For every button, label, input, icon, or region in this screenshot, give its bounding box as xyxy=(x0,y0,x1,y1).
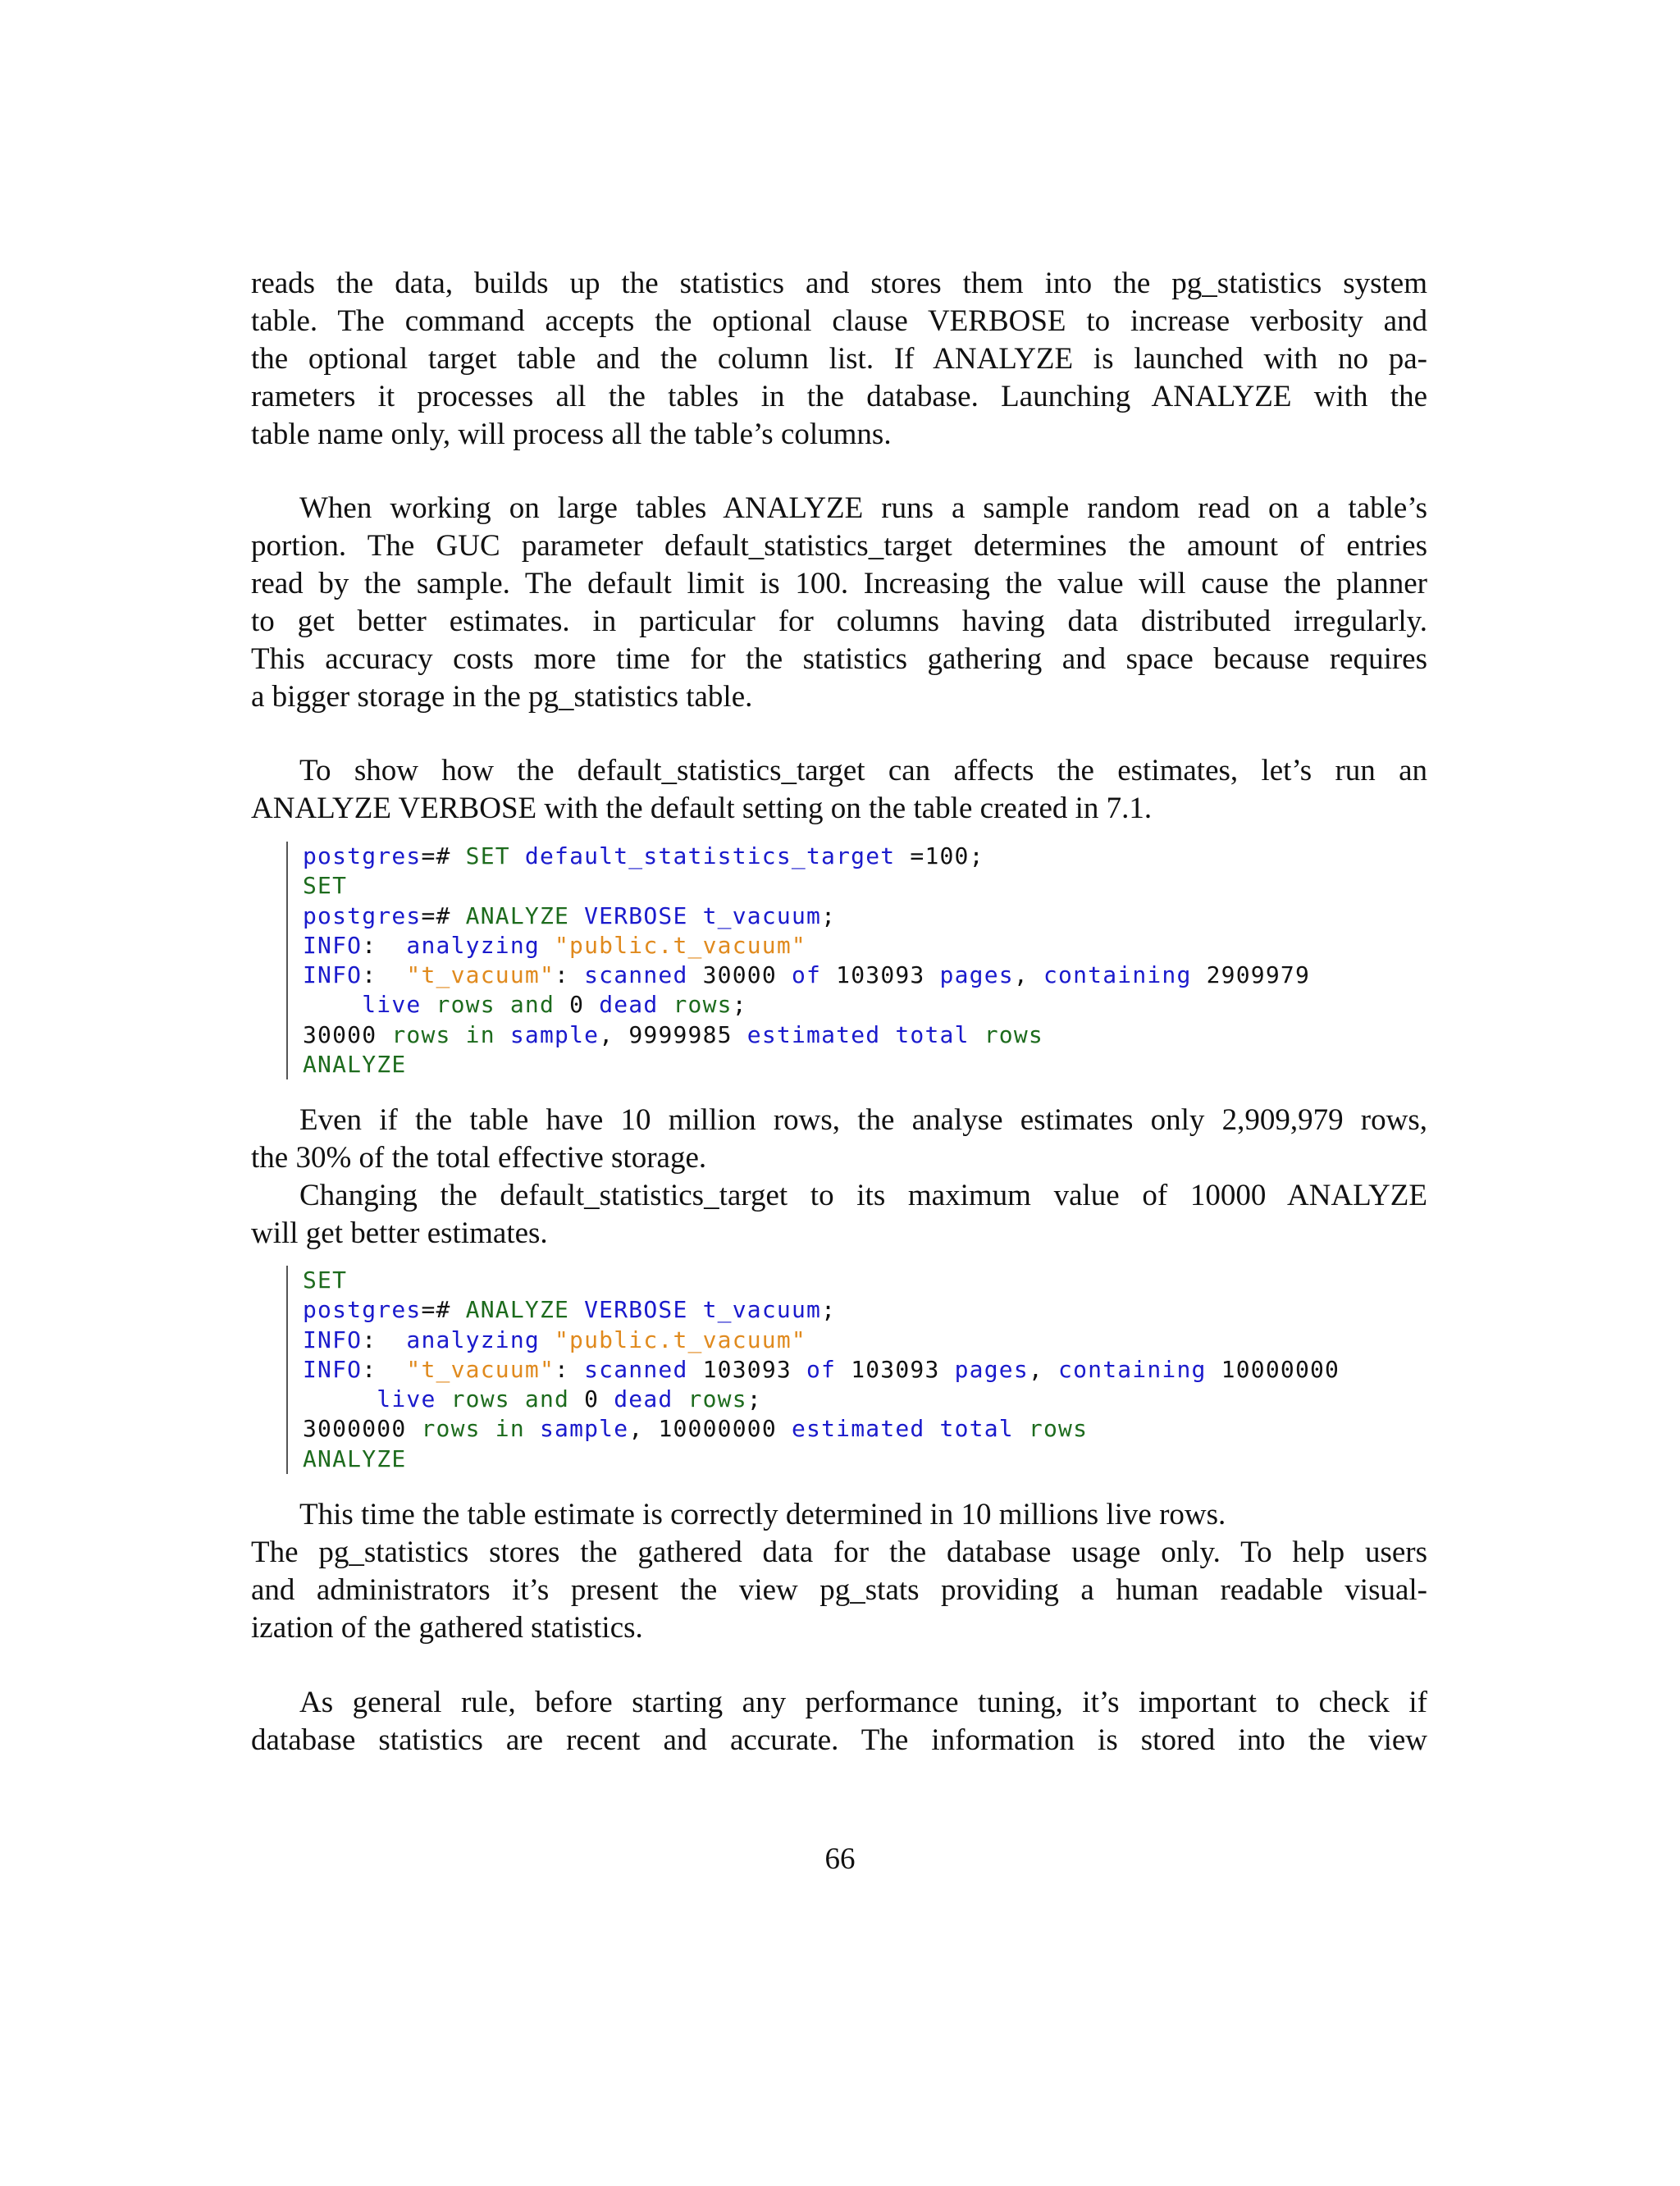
code-token: 0 xyxy=(584,1385,614,1413)
text-line: ization of the gathered statistics. xyxy=(251,1611,643,1645)
code-line xyxy=(303,1444,1468,1474)
code-token: sample xyxy=(509,1020,600,1048)
code-token: t_vacuum xyxy=(702,901,822,929)
code-token: : xyxy=(555,1355,585,1383)
text-line: will get better estimates. xyxy=(251,1216,548,1250)
code-line xyxy=(303,1295,1468,1325)
code-token: rows xyxy=(421,1415,495,1443)
code-token: "t_vacuum" xyxy=(406,961,555,989)
code-block-max-target xyxy=(286,1266,1468,1474)
code-token: =# xyxy=(421,901,466,929)
paragraph-changing-target xyxy=(251,1177,1427,1253)
code-token: dead xyxy=(599,991,673,1019)
code-token: "public.t_vacuum" xyxy=(555,1326,806,1353)
code-token: rows xyxy=(436,991,510,1019)
code-token: ANALYZE xyxy=(303,1051,407,1079)
text-line: As general rule, before starting any performance tuning, it’s important to check if xyxy=(299,1686,1427,1719)
code-token: rows xyxy=(673,991,733,1019)
code-token: : xyxy=(362,961,407,989)
code-token: rows xyxy=(687,1385,747,1413)
code-token: in xyxy=(495,1415,540,1443)
code-token: , xyxy=(1013,961,1043,989)
code-line xyxy=(303,990,1468,1020)
text-line: This time the table estimate is correctly determined in 10 millions live rows. xyxy=(299,1498,1226,1531)
code-token: ANALYZE xyxy=(303,1444,407,1472)
code-token: analyzing xyxy=(406,1326,555,1353)
code-token: ; xyxy=(821,901,837,929)
code-token: 3000000 xyxy=(303,1415,422,1443)
code-line xyxy=(303,931,1468,961)
paragraph-large-tables xyxy=(251,490,1427,716)
code-token: ; xyxy=(746,1385,762,1413)
text-line: To show how the default_statistics_target can affects the estimates, let’s run an xyxy=(299,754,1427,787)
code-line xyxy=(303,901,1468,931)
code-token: scanned xyxy=(584,961,703,989)
code-token: 30000 xyxy=(702,961,792,989)
paragraph-estimate-result xyxy=(251,1102,1427,1177)
code-token: 103093 xyxy=(836,961,940,989)
code-token: live xyxy=(362,991,436,1019)
code-token: postgres xyxy=(303,1296,422,1324)
text-line: portion. The GUC parameter default_statistics_target determines the amount of entries xyxy=(251,529,1427,563)
code-token: dead xyxy=(614,1385,688,1413)
code-token: estimated xyxy=(791,1415,940,1443)
code-token: SET xyxy=(303,872,348,900)
code-token: rows xyxy=(984,1020,1043,1048)
code-token: default_statistics_target xyxy=(524,842,896,869)
code-token: live xyxy=(377,1385,451,1413)
code-token: VERBOSE xyxy=(584,1296,703,1324)
code-line xyxy=(303,871,1468,901)
code-token: , xyxy=(628,1415,659,1443)
paragraph-general-rule xyxy=(251,1684,1427,1759)
code-token: in xyxy=(465,1020,510,1048)
code-token: 103093 xyxy=(851,1355,955,1383)
text-line: ANALYZE VERBOSE with the default setting on the table created in 7.1. xyxy=(251,792,1153,825)
code-token: and xyxy=(524,1385,585,1413)
paragraph-analyze-description xyxy=(251,265,1427,454)
code-token: INFO xyxy=(303,1355,363,1383)
code-token: sample xyxy=(539,1415,629,1443)
code-line xyxy=(303,1020,1468,1050)
code-token: : xyxy=(362,1355,407,1383)
code-block-default-target xyxy=(286,842,1468,1079)
code-token xyxy=(303,991,362,1018)
text-line: the optional target table and the column list. If ANALYZE is launched with no pa- xyxy=(251,342,1427,376)
code-token: , xyxy=(1028,1355,1059,1383)
code-line xyxy=(303,1414,1468,1444)
code-token: =100; xyxy=(895,842,984,869)
code-token: total xyxy=(895,1020,984,1048)
code-token: of xyxy=(806,1355,851,1383)
text-line: to get better estimates. in particular for columns having data distributed irregularly. xyxy=(251,605,1427,638)
text-line: The pg_statistics stores the gathered data for the database usage only. To help users xyxy=(251,1536,1427,1569)
code-token: postgres xyxy=(303,901,422,929)
text-line: database statistics are recent and accurate. The information is stored into the view xyxy=(251,1723,1427,1757)
text-line: reads the data, builds up the statistics and stores them into the pg_statistics system xyxy=(251,267,1427,300)
code-token: estimated xyxy=(746,1020,896,1048)
code-token: =# xyxy=(421,842,466,869)
code-token: of xyxy=(791,961,837,989)
code-token: 10000000 xyxy=(658,1415,792,1443)
code-token: INFO xyxy=(303,961,363,989)
code-token: 103093 xyxy=(702,1355,806,1383)
code-token: =# xyxy=(421,1296,466,1324)
code-line xyxy=(303,1385,1468,1414)
code-token: SET xyxy=(465,842,525,869)
code-token: pages xyxy=(954,1355,1029,1383)
code-token: rows xyxy=(450,1385,525,1413)
code-token: INFO xyxy=(303,931,363,959)
code-token xyxy=(303,1385,377,1412)
code-token: total xyxy=(939,1415,1029,1443)
text-line: When working on large tables ANALYZE runs a sample random read on a table’s xyxy=(299,491,1427,525)
text-line: rameters it processes all the tables in the database. Launching ANALYZE with the xyxy=(251,380,1427,413)
paragraph-correct-estimate xyxy=(251,1496,1427,1647)
code-line xyxy=(303,842,1468,871)
text-line: and administrators it’s present the view pg_stats providing a human readable visual- xyxy=(251,1573,1427,1607)
code-token: , xyxy=(599,1020,629,1048)
code-token: rows xyxy=(1028,1415,1089,1443)
code-token: ANALYZE xyxy=(465,901,585,929)
code-token: 2909979 xyxy=(1206,961,1311,989)
code-token: pages xyxy=(939,961,1014,989)
code-token: VERBOSE xyxy=(584,901,703,929)
code-token: : xyxy=(362,1326,407,1353)
code-token: and xyxy=(509,991,570,1019)
code-token: t_vacuum xyxy=(702,1296,822,1324)
page-number: 66 xyxy=(824,1842,856,1876)
text-line: the 30% of the total effective storage. xyxy=(251,1141,707,1175)
code-line xyxy=(303,961,1468,990)
code-token: "public.t_vacuum" xyxy=(555,931,806,959)
code-token: scanned xyxy=(584,1355,703,1383)
paragraph-show-example xyxy=(251,752,1427,828)
text-line: read by the sample. The default limit is 100. Increasing the value will cause the planner xyxy=(251,567,1427,600)
code-token: 30000 xyxy=(303,1020,392,1048)
code-token: containing xyxy=(1058,1355,1221,1383)
code-token: containing xyxy=(1043,961,1207,989)
text-line: table name only, will process all the table’s columns. xyxy=(251,418,892,451)
text-line: a bigger storage in the pg_statistics table. xyxy=(251,680,753,714)
code-token: postgres xyxy=(303,842,422,869)
code-token: 10000000 xyxy=(1221,1355,1340,1383)
code-line xyxy=(303,1355,1468,1385)
code-line xyxy=(303,1326,1468,1355)
code-token: analyzing xyxy=(406,931,555,959)
code-line xyxy=(303,1050,1468,1079)
code-token: rows xyxy=(391,1020,466,1048)
code-token: ; xyxy=(821,1296,837,1324)
code-token: 0 xyxy=(569,991,600,1019)
code-token: 9999985 xyxy=(628,1020,747,1048)
text-line: This accuracy costs more time for the statistics gathering and space because requires xyxy=(251,642,1427,676)
code-token: : xyxy=(555,961,585,989)
code-token: "t_vacuum" xyxy=(406,1355,555,1383)
text-line: table. The command accepts the optional clause VERBOSE to increase verbosity and xyxy=(251,304,1427,338)
code-token: INFO xyxy=(303,1326,363,1353)
code-line xyxy=(303,1266,1468,1295)
code-token: SET xyxy=(303,1266,348,1294)
code-token: ANALYZE xyxy=(465,1296,585,1324)
code-token: ; xyxy=(732,991,747,1019)
text-line: Changing the default_statistics_target to its maximum value of 10000 ANALYZE xyxy=(299,1179,1427,1212)
code-token: : xyxy=(362,931,407,959)
text-line: Even if the table have 10 million rows, the analyse estimates only 2,909,979 rows, xyxy=(299,1103,1427,1137)
